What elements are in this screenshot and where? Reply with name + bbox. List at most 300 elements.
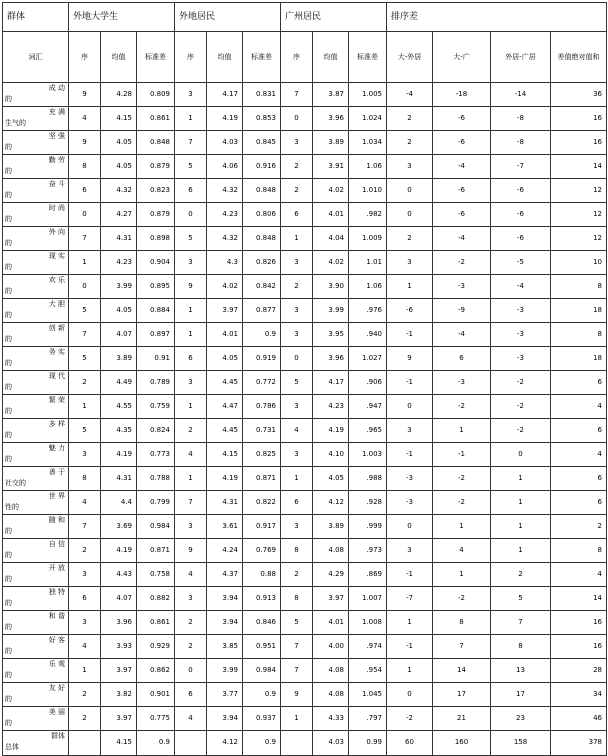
diff-cell: -6 [491,227,551,251]
word-cell [3,299,69,323]
mean-cell: 3.85 [207,635,243,659]
mean-cell: 4.45 [207,371,243,395]
diff-cell: -3 [491,347,551,371]
table-row [3,179,607,203]
rank-cell: 1 [281,227,313,251]
diff-cell: -2 [491,395,551,419]
mean-cell: 4.05 [101,299,137,323]
table-row [3,83,607,107]
mean-cell: 4.24 [207,539,243,563]
word-line-2: 的 [5,215,12,223]
rank-cell: 8 [69,467,101,491]
sd-cell: 0.806 [243,203,281,227]
sd-cell: 0.951 [243,635,281,659]
sd-cell: 0.916 [243,155,281,179]
sd-cell: 0.884 [137,299,175,323]
mean-cell: 4.43 [101,563,137,587]
rank-cell: 0 [69,203,101,227]
diff-cell: 10 [551,251,607,275]
sd-cell: 0.731 [243,419,281,443]
diff-cell: -1 [387,371,433,395]
diff-cell: 0 [387,395,433,419]
diff-cell: 2 [551,515,607,539]
mean-cell: 4.29 [313,563,349,587]
diff-cell: -4 [491,275,551,299]
mean-cell: 4.19 [101,443,137,467]
diff-cell: 0 [387,179,433,203]
sd-cell: 0.871 [243,467,281,491]
sd-cell: 0.848 [137,131,175,155]
word-cell [3,467,69,491]
word-cell [3,443,69,467]
rank-cell: 7 [281,635,313,659]
diff-cell: -3 [433,275,491,299]
word-cell [3,635,69,659]
rank-cell: 2 [175,419,207,443]
word-line-1: 繁 荣 [48,396,65,404]
rank-cell: 7 [175,491,207,515]
sd-cell: 0.937 [243,707,281,731]
table-row [3,443,607,467]
sd-cell: .976 [349,299,387,323]
table-row [3,707,607,731]
diff-cell: 34 [551,683,607,707]
mean-cell: 3.96 [313,347,349,371]
rank-cell: 2 [281,275,313,299]
rank-cell: 9 [281,683,313,707]
rank-cell: 1 [175,299,207,323]
rank-cell: 4 [69,491,101,515]
sd-cell: 0.91 [137,347,175,371]
word-cell [3,323,69,347]
sd-cell: 0.824 [137,419,175,443]
rank-cell: 5 [69,299,101,323]
mean-cell: 4.08 [313,683,349,707]
mean-cell: 4.02 [313,251,349,275]
rank-cell: 0 [281,107,313,131]
word-cell [3,371,69,395]
mean-cell: 4.05 [101,155,137,179]
rank-cell: 7 [69,227,101,251]
mean-cell: 4.3 [207,251,243,275]
mean-cell: 3.89 [101,347,137,371]
table-row [3,563,607,587]
mean-cell: 4.07 [101,323,137,347]
mean-cell: 4.45 [207,419,243,443]
diff-cell: 0 [387,203,433,227]
diff-cell: 14 [551,587,607,611]
word-cell [3,395,69,419]
rank-cell: 6 [69,587,101,611]
diff-cell: 9 [387,347,433,371]
sd-cell: 1.024 [349,107,387,131]
word-line-2: 的 [5,527,12,535]
sd-cell: 0.901 [137,683,175,707]
word-line-1: 欢 乐 [48,276,65,284]
sd-cell: 0.775 [137,707,175,731]
mean-cell: 3.77 [207,683,243,707]
rank-cell: 6 [175,683,207,707]
rank-cell: 0 [175,659,207,683]
sd-cell: 1.007 [349,587,387,611]
group-label: 群体 [3,3,69,32]
word-cell [3,491,69,515]
diff-cell: 6 [551,491,607,515]
mean-cell: 4.12 [313,491,349,515]
word-cell [3,731,69,756]
group-guangzhou-resident: 广州居民 [281,3,387,32]
rank-cell: 8 [69,155,101,179]
sd-cell: 0.879 [137,203,175,227]
rank-cell: 2 [281,563,313,587]
mean-cell: 4.00 [313,635,349,659]
diff-cell: -6 [433,107,491,131]
diff-cell: -6 [433,203,491,227]
sd-cell: .982 [349,203,387,227]
word-line-1: 和 谐 [48,612,65,620]
sd-cell: 0.929 [137,635,175,659]
table-row [3,395,607,419]
sd-cell: 0.879 [137,155,175,179]
diff-cell: 160 [433,731,491,756]
sd-cell: 0.772 [243,371,281,395]
table-row [3,347,607,371]
word-line-2: 的 [5,167,12,175]
diff-cell: 12 [551,203,607,227]
rank-header: 序 [175,32,207,83]
sd-header: 标准差 [137,32,175,83]
rank-cell: 9 [69,131,101,155]
sd-cell: 0.853 [243,107,281,131]
diff-cell: 28 [551,659,607,683]
rank-cell: 1 [175,395,207,419]
diff-cell: -4 [433,155,491,179]
sd-cell: 1.027 [349,347,387,371]
rank-cell: 1 [175,107,207,131]
rank-cell: 8 [281,587,313,611]
diff-cell: -8 [491,107,551,131]
sd-cell: .869 [349,563,387,587]
table-row [3,683,607,707]
diff-cell: -3 [491,299,551,323]
diff-cell: -8 [491,131,551,155]
word-cell [3,515,69,539]
mean-cell: 3.89 [313,131,349,155]
sd-cell: 0.822 [243,491,281,515]
rank-cell: 6 [69,179,101,203]
group-college: 外地大学生 [69,3,175,32]
diff-cell: 1 [387,275,433,299]
mean-cell: 4.31 [101,227,137,251]
sd-cell: 0.759 [137,395,175,419]
word-line-2: 的 [5,359,12,367]
mean-cell: 4.49 [101,371,137,395]
diff-cell: -2 [433,395,491,419]
table-row [3,611,607,635]
diff-cell: 7 [433,635,491,659]
diff-cell: 8 [551,539,607,563]
diff-cell: 3 [387,155,433,179]
word-line-2: 的 [5,143,12,151]
rank-cell: 9 [175,275,207,299]
diff-cell: 378 [551,731,607,756]
diff-cell: -2 [491,419,551,443]
diff-cell: -9 [433,299,491,323]
mean-cell: 4.33 [313,707,349,731]
rank-cell [175,731,207,756]
diff-cell: -2 [491,371,551,395]
mean-cell: 4.31 [101,467,137,491]
diff-cell: 16 [551,635,607,659]
mean-cell: 3.97 [313,587,349,611]
rank-cell: 2 [69,683,101,707]
sd-cell: 0.99 [349,731,387,756]
diff-cell: -2 [433,467,491,491]
mean-cell: 3.96 [313,107,349,131]
mean-header: 均值 [313,32,349,83]
rank-cell: 3 [281,131,313,155]
mean-cell: 4.23 [101,251,137,275]
diff-cell: -6 [491,179,551,203]
word-line-1: 世 界 [48,492,65,500]
word-line-2: 的 [5,95,12,103]
diff-cell: -4 [433,227,491,251]
diff-cell: -3 [491,323,551,347]
word-cell [3,611,69,635]
mean-cell: 4.55 [101,395,137,419]
sd-cell: 0.9 [137,731,175,756]
diff-cell: 4 [551,395,607,419]
rank-cell: 3 [175,251,207,275]
diff-cell: 1 [433,563,491,587]
rank-cell: 4 [175,563,207,587]
rank-cell: 2 [175,611,207,635]
sd-cell: 1.008 [349,611,387,635]
word-cell [3,107,69,131]
mean-header: 均值 [207,32,243,83]
word-line-1: 外 向 [48,228,65,236]
word-line-1: 勤 劳 [48,156,65,164]
sd-cell: 0.917 [243,515,281,539]
table-row [3,299,607,323]
sd-cell: .940 [349,323,387,347]
sd-cell: 0.871 [137,539,175,563]
table-row [3,587,607,611]
sd-cell: 0.861 [137,107,175,131]
word-cell [3,707,69,731]
word-cell [3,683,69,707]
diff-cell: 2 [387,227,433,251]
table-row [3,203,607,227]
word-line-2: 的 [5,455,12,463]
diff-cell: -2 [433,251,491,275]
sd-cell: 0.848 [243,179,281,203]
rank-cell: 7 [69,323,101,347]
rank-cell: 2 [69,371,101,395]
diff-cell: 2 [387,131,433,155]
word-line-2: 生气的 [5,119,26,127]
word-line-2: 性的 [5,503,19,511]
mean-cell: 4.15 [101,731,137,756]
diff-cell: -1 [387,635,433,659]
rank-cell: 5 [175,227,207,251]
rank-cell: 3 [281,395,313,419]
rank-cell: 3 [69,611,101,635]
word-cell [3,203,69,227]
word-cell [3,155,69,179]
sd-cell: 0.848 [243,227,281,251]
diff-cell: 12 [551,227,607,251]
diff-col-header: 外居-广居 [491,32,551,83]
sd-cell: 1.01 [349,251,387,275]
mean-cell: 4.02 [313,179,349,203]
diff-cell: 16 [551,131,607,155]
rank-cell: 3 [69,563,101,587]
diff-cell: 3 [387,539,433,563]
sd-cell: 0.919 [243,347,281,371]
mean-cell: 3.89 [313,515,349,539]
mean-cell: 4.28 [101,83,137,107]
diff-cell: 3 [387,251,433,275]
rank-cell: 0 [69,275,101,299]
mean-cell: 4.10 [313,443,349,467]
word-cell [3,347,69,371]
rank-cell: 3 [69,443,101,467]
mean-cell: 3.97 [207,299,243,323]
rank-cell: 1 [281,707,313,731]
rank-cell: 7 [281,659,313,683]
diff-cell: -1 [387,443,433,467]
diff-col-header: 大-广 [433,32,491,83]
mean-cell: 3.99 [101,275,137,299]
word-cell [3,563,69,587]
diff-cell: 16 [551,107,607,131]
mean-cell: 4.47 [207,395,243,419]
sd-cell: 1.009 [349,227,387,251]
table-row [3,419,607,443]
mean-cell: 4.23 [207,203,243,227]
diff-cell: 0 [387,683,433,707]
table-row [3,155,607,179]
word-cell [3,659,69,683]
table-row [3,107,607,131]
diff-cell: 6 [551,467,607,491]
sd-cell: 0.789 [137,371,175,395]
word-cell [3,131,69,155]
diff-cell: 2 [387,107,433,131]
word-line-1: 善 于 [48,468,65,476]
mean-cell: 4.04 [313,227,349,251]
word-line-2: 的 [5,311,12,319]
table-row [3,275,607,299]
word-line-1: 随 和 [48,516,65,524]
mean-cell: 3.93 [101,635,137,659]
mean-cell: 4.12 [207,731,243,756]
table-row [3,515,607,539]
table-body [3,83,607,756]
rank-cell: 4 [175,443,207,467]
rank-cell: 1 [175,323,207,347]
mean-cell: 4.19 [207,107,243,131]
rank-cell: 3 [175,371,207,395]
mean-cell: 3.99 [313,299,349,323]
diff-cell: 158 [491,731,551,756]
word-cell [3,587,69,611]
word-cell [3,419,69,443]
diff-cell: 46 [551,707,607,731]
sd-cell: 0.895 [137,275,175,299]
sd-header: 标准差 [243,32,281,83]
word-line-1: 奋 斗 [48,180,65,188]
rank-cell: 1 [69,395,101,419]
rank-cell: 3 [281,515,313,539]
rank-cell: 3 [175,587,207,611]
rank-cell: 3 [175,83,207,107]
mean-cell: 4.32 [101,179,137,203]
diff-cell: -6 [491,203,551,227]
word-line-1: 友 好 [48,684,65,692]
rank-cell: 4 [175,707,207,731]
rank-cell: 3 [281,443,313,467]
rank-cell [281,731,313,756]
rank-cell: 4 [281,419,313,443]
diff-col-header: 差值绝对值和 [551,32,607,83]
diff-cell: 1 [491,515,551,539]
rank-cell: 5 [69,347,101,371]
diff-cell: 3 [387,419,433,443]
diff-cell: -14 [491,83,551,107]
word-line-2: 的 [5,575,12,583]
sd-cell: 0.882 [137,587,175,611]
mean-cell: 3.87 [313,83,349,107]
word-line-1: 多 样 [48,420,65,428]
table-row [3,731,607,756]
group-rank-diff: 排序差 [387,3,607,32]
sd-cell: 1.034 [349,131,387,155]
sd-cell: 0.825 [243,443,281,467]
mean-cell: 3.99 [207,659,243,683]
diff-cell: 1 [387,611,433,635]
sd-cell: 0.773 [137,443,175,467]
mean-cell: 4.17 [313,371,349,395]
word-line-2: 的 [5,647,12,655]
diff-cell: 6 [433,347,491,371]
diff-cell: 8 [551,275,607,299]
word-line-2: 的 [5,671,12,679]
word-line-1: 务 实 [48,348,65,356]
diff-cell: 8 [491,635,551,659]
rank-cell: 4 [69,107,101,131]
table-row [3,467,607,491]
word-line-1: 好 客 [48,636,65,644]
word-cell [3,539,69,563]
diff-cell: -4 [433,323,491,347]
table-row [3,251,607,275]
rank-header: 序 [69,32,101,83]
rank-cell: 7 [69,515,101,539]
sd-cell: 0.897 [137,323,175,347]
word-line-1: 成 动 [48,84,65,92]
diff-cell: 14 [433,659,491,683]
word-line-1: 魅 力 [48,444,65,452]
mean-cell: 4.19 [313,419,349,443]
mean-cell: 4.17 [207,83,243,107]
rank-cell: 3 [281,251,313,275]
rank-cell: 7 [281,83,313,107]
rank-cell: 1 [175,467,207,491]
sd-cell: 0.799 [137,491,175,515]
word-line-1: 大 胆 [48,300,65,308]
